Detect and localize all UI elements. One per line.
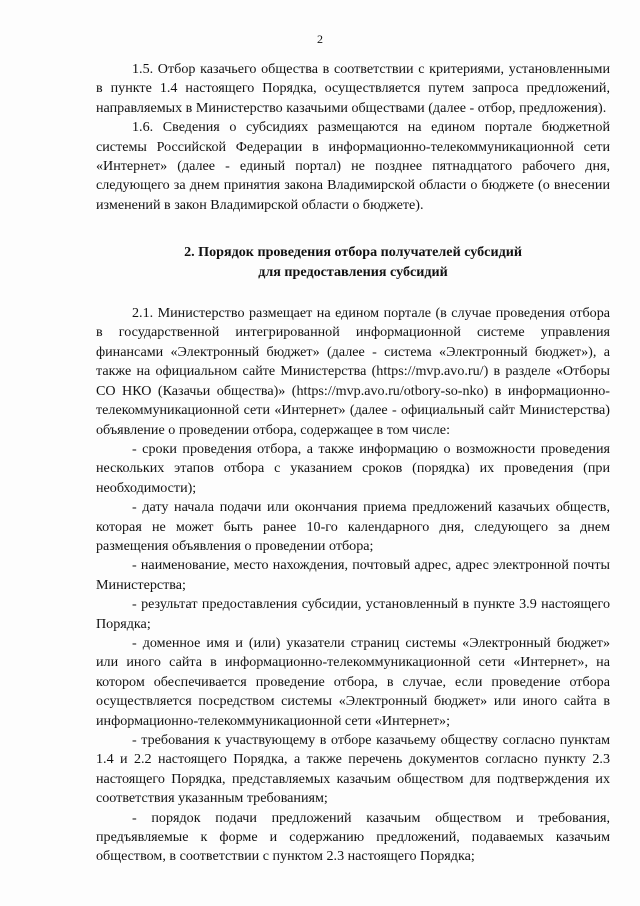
- paragraph-2-1: 2.1. Министерство размещает на едином портале (в случае проведения отбора в государственной интегрированной информационной системе управления финансами «Электронный бюджет» (далее - система «Электронный бюджет»), а также на официальном сайте Министерства (https://mvp.avo.ru/) в разделе «Отборы СО НКО (Казачьи общества)» (https://mvp.avo.ru/otbory-so-nko) в информационно-телекоммуникационной сети «Интернет» (далее - официальный сайт Министерства) объявление о проведении отбора, содержащее в том числе:: [96, 305, 610, 438]
- list-item-requirements: - требования к участвующему в отборе казачьему обществу согласно пунктам 1.4 и 2.2 настоящего Порядка, а также перечень документов согласно пункту 2.3 настоящего Порядка, представляемых казачьим обществом для подтверждения их соответствия указанным требованиям;: [96, 732, 610, 807]
- list-item-domain: - доменное имя и (или) указатели страниц системы «Электронный бюджет» или иного сайта в информационно-телекоммуникационной сети «Интернет», на котором обеспечивается проведение отбора, в случае, если проведение отбора осуществляется посредством системы «Электронный бюджет» или иного сайта в информационно-телекоммуникационной сети «Интернет»;: [96, 634, 610, 729]
- document-body: [96, 60, 610, 867]
- section-heading: [96, 243, 610, 282]
- paragraph-1-6: 1.6. Сведения о субсидиях размещаются на едином портале бюджетной системы Российской Федерации в информационно-телекоммуникационной сети «Интернет» (далее - единый портал) не позднее пятнадцатого рабочего дня, следующего за днем принятия закона Владимирской области о бюджете (о внесении изменений в закон Владимирской области о бюджете).: [96, 119, 610, 213]
- page-number: 2: [317, 32, 323, 46]
- list-item-dates: - дату начала подачи или окончания приема предложений казачьих обществ, которая не может быть ранее 10-го календарного дня, следующего за днем размещения объявления о проведении отбора;: [96, 499, 610, 554]
- list-item-submission-order: - порядок подачи предложений казачьим обществом и требования, предъявляемые к форме и содержанию предложений, подаваемых казачьим обществом, в соответствии с пунктом 2.3 настоящего Порядка;: [96, 809, 610, 865]
- list-item-deadlines: - сроки проведения отбора, а также информацию о возможности проведения нескольких этапов отбора с указанием сроков (порядка) их проведения (при необходимости);: [96, 440, 610, 496]
- list-item-result: - результат предоставления субсидии, установленный в пункте 3.9 настоящего Порядка;: [96, 596, 610, 632]
- section-heading-line-1: 2. Порядок проведения отбора получателей субсидий: [184, 244, 522, 261]
- paragraph-1-5: 1.5. Отбор казачьего общества в соответствии с критериями, установленными в пункте 1.4 настоящего Порядка, осуществляется путем запроса предложений, направляемых в Министерство казачьими обществами (далее - отбор, предложения).: [96, 61, 610, 116]
- list-item-contacts: - наименование, место нахождения, почтовый адрес, адрес электронной почты Министерства;: [96, 557, 610, 593]
- section-heading-line-2: для предоставления субсидий: [258, 263, 448, 280]
